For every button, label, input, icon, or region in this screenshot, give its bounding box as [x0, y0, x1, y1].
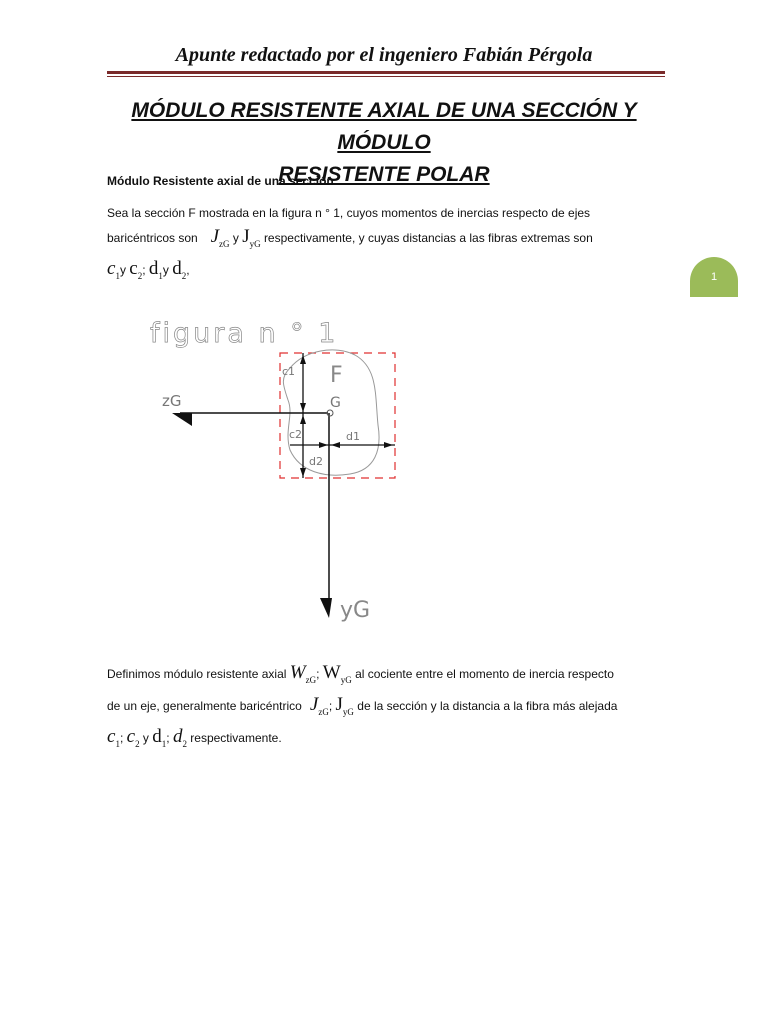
label-f: F — [330, 363, 343, 388]
para2-line2-end: de la sección y la distancia a la fibra más alejada — [357, 699, 618, 713]
math-jzg-2: $J_{zG}$ — [305, 694, 329, 717]
math-c1-2: $c_1$ — [107, 726, 120, 749]
label-g: G — [330, 395, 341, 411]
zg-axis-arrow — [172, 413, 192, 426]
para2-line1-end: al cociente entre el momento de inercia respecto — [355, 667, 614, 681]
header-rule-thin — [107, 76, 665, 77]
c2-top-arrow — [300, 415, 306, 424]
math-sep-2: ; — [316, 667, 320, 681]
c2-bottom-arrow — [300, 468, 306, 477]
title-line-1: MÓDULO RESISTENTE AXIAL DE UNA SECCIÓN Y MÓDULO — [131, 99, 637, 154]
math-y-2: y — [119, 263, 126, 277]
label-c2: c2 — [289, 428, 303, 441]
math-sep-4: ; — [119, 731, 124, 745]
d1-left-arrow — [331, 442, 340, 448]
math-comma: , — [186, 263, 190, 277]
para2-line2-start: de un eje, generalmente baricéntrico — [107, 699, 302, 713]
math-jyg-2: $J_{yG}$ — [335, 694, 354, 717]
para1-line3 — [107, 258, 190, 281]
para1-line2-start: baricéntricos son — [107, 231, 198, 245]
figure-1 — [140, 300, 410, 630]
c1-bottom-arrow — [300, 403, 306, 412]
para2-line3 — [107, 726, 282, 749]
math-c2: $c_2$ — [129, 258, 143, 281]
math-d1: $d_1$ — [148, 258, 163, 281]
math-y-1: y — [232, 231, 239, 245]
math-sep-5: ; — [166, 731, 170, 745]
math-sep-3: ; — [328, 699, 333, 713]
label-d1: d1 — [346, 430, 360, 443]
para2-line1-start: Definimos módulo resistente axial — [107, 667, 287, 681]
header-rule-thick — [107, 71, 665, 74]
figure-caption: figura n ° 1 — [150, 318, 339, 349]
math-d2-2: $d_2$ — [172, 726, 187, 749]
yg-axis-arrow — [320, 598, 332, 618]
label-d2: d2 — [309, 455, 323, 468]
para2-line1 — [107, 662, 614, 685]
math-jzg: $J_{zG}$ — [201, 226, 230, 249]
math-d2: $d_2$ — [172, 258, 187, 281]
para1-line2 — [107, 226, 593, 249]
math-c1: $c_1$ — [107, 258, 120, 281]
para2-line2 — [107, 694, 617, 717]
math-sep-1: ; — [142, 263, 146, 277]
math-d1-2: $d_1$ — [152, 726, 167, 749]
label-zg: zG — [162, 392, 182, 410]
d1-right-arrow — [384, 442, 393, 448]
para1-line1: Sea la sección F mostrada en la figura n ° 1, cuyos momentos de inercias respecto de ejes — [107, 206, 591, 220]
label-c1: c1 — [282, 365, 296, 378]
d2-right-arrow — [319, 442, 328, 448]
section-subtitle: Módulo Resistente axial de una sección — [107, 174, 334, 188]
para1-line2-end: respectivamente, y cuyas distancias a las fibras extremas son — [263, 231, 593, 245]
page-header: Apunte redactado por el ingeniero Fabián Pérgola — [175, 44, 593, 66]
math-jyg: $J_{yG}$ — [242, 226, 261, 249]
math-y-3: y — [162, 263, 169, 277]
math-c2-2: $c_2$ — [126, 726, 140, 749]
page-number-badge: 1 — [690, 257, 738, 297]
math-wzg: $W_{zG}$ — [289, 662, 317, 685]
math-wyg: $W_{yG}$ — [322, 662, 352, 685]
title-line-2: RESISTENTE POLAR — [278, 163, 490, 186]
label-yg: yG — [340, 598, 371, 623]
para2-line3-end: respectivamente. — [190, 731, 282, 745]
math-y-4: y — [142, 731, 149, 745]
